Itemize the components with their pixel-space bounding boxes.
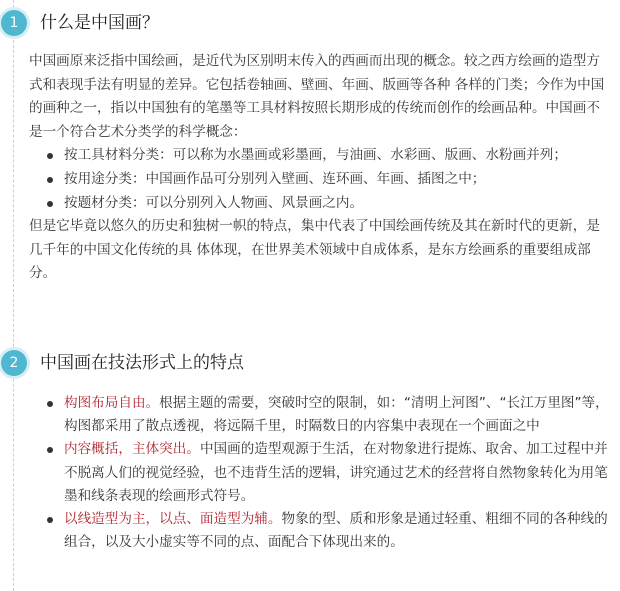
list-item: 按工具材料分类：可以称为水墨画或彩墨画，与油画、水彩画、版画、水粉画并列； <box>64 144 613 168</box>
section-body <box>29 392 613 554</box>
list-item: 按用途分类：中国画作品可分别列入壁画、连环画、年画、插图之中； <box>64 168 613 192</box>
closing-paragraph: 但是它毕竟以悠久的历史和独树一帜的特点，集中代表了中国绘画传统及其在新时代的更新，是几千年的中国文化传统的具 体体现，在世界美术领域中自成体系，是东方绘画系的重要组成部分。 <box>29 218 600 282</box>
section-title: 中国画在技法形式上的特点 <box>40 353 244 373</box>
list-item: 按题材分类：可以分别列入人物画、风景画之内。 <box>64 192 613 216</box>
list-item <box>64 392 613 438</box>
classification-list <box>29 144 613 215</box>
feature-highlight: 内容概括，主体突出。 <box>64 441 200 458</box>
step-number-badge: 1 <box>1 10 27 36</box>
feature-text: 物象的型、质和形象是通过轻重、粗细不同的各种线的组合，以及大小虚实等不同的点、面配合下体现出来的。 <box>64 511 608 551</box>
feature-text: 中国画的造型观源于生活，在对物象进行提炼、取舍、加工过程中并不脱离人们的视觉经验，也不违背生活的逻辑，讲究通过艺术的经营将自然物象转化为用笔墨和线条表现的绘画形式符号。 <box>64 441 608 504</box>
list-item <box>64 438 613 508</box>
timeline-line <box>13 0 14 591</box>
section-body <box>29 50 613 286</box>
section-title: 什么是中国画？ <box>40 13 159 33</box>
feature-highlight: 构图布局自由。 <box>64 395 160 411</box>
list-item <box>64 508 613 554</box>
feature-text: 根据主题的需要，突破时空的限制，如：“清明上河图”、“长江万里图”等，构图都采用了散点透视，将远隔千里，时隔数日的内容集中表现在一个画面之中 <box>64 395 609 435</box>
features-list <box>29 392 613 554</box>
step-number-badge: 2 <box>1 350 27 376</box>
feature-highlight: 以线造型为主，以点、面造型为辅。 <box>64 511 282 528</box>
intro-paragraph: 中国画原来泛指中国绘画，是近代为区别明末传入的西画而出现的概念。较之西方绘画的造型方式和表现手法有明显的差异。它包括卷轴画、壁画、年画、版画等各种 各样的门类；今作为中国的画种之一，指以中国独有的笔墨等工具材料按照长期形成的传统而创作的绘画品种。中国画不是一个符合艺术分类学的科学概念： <box>29 53 605 140</box>
